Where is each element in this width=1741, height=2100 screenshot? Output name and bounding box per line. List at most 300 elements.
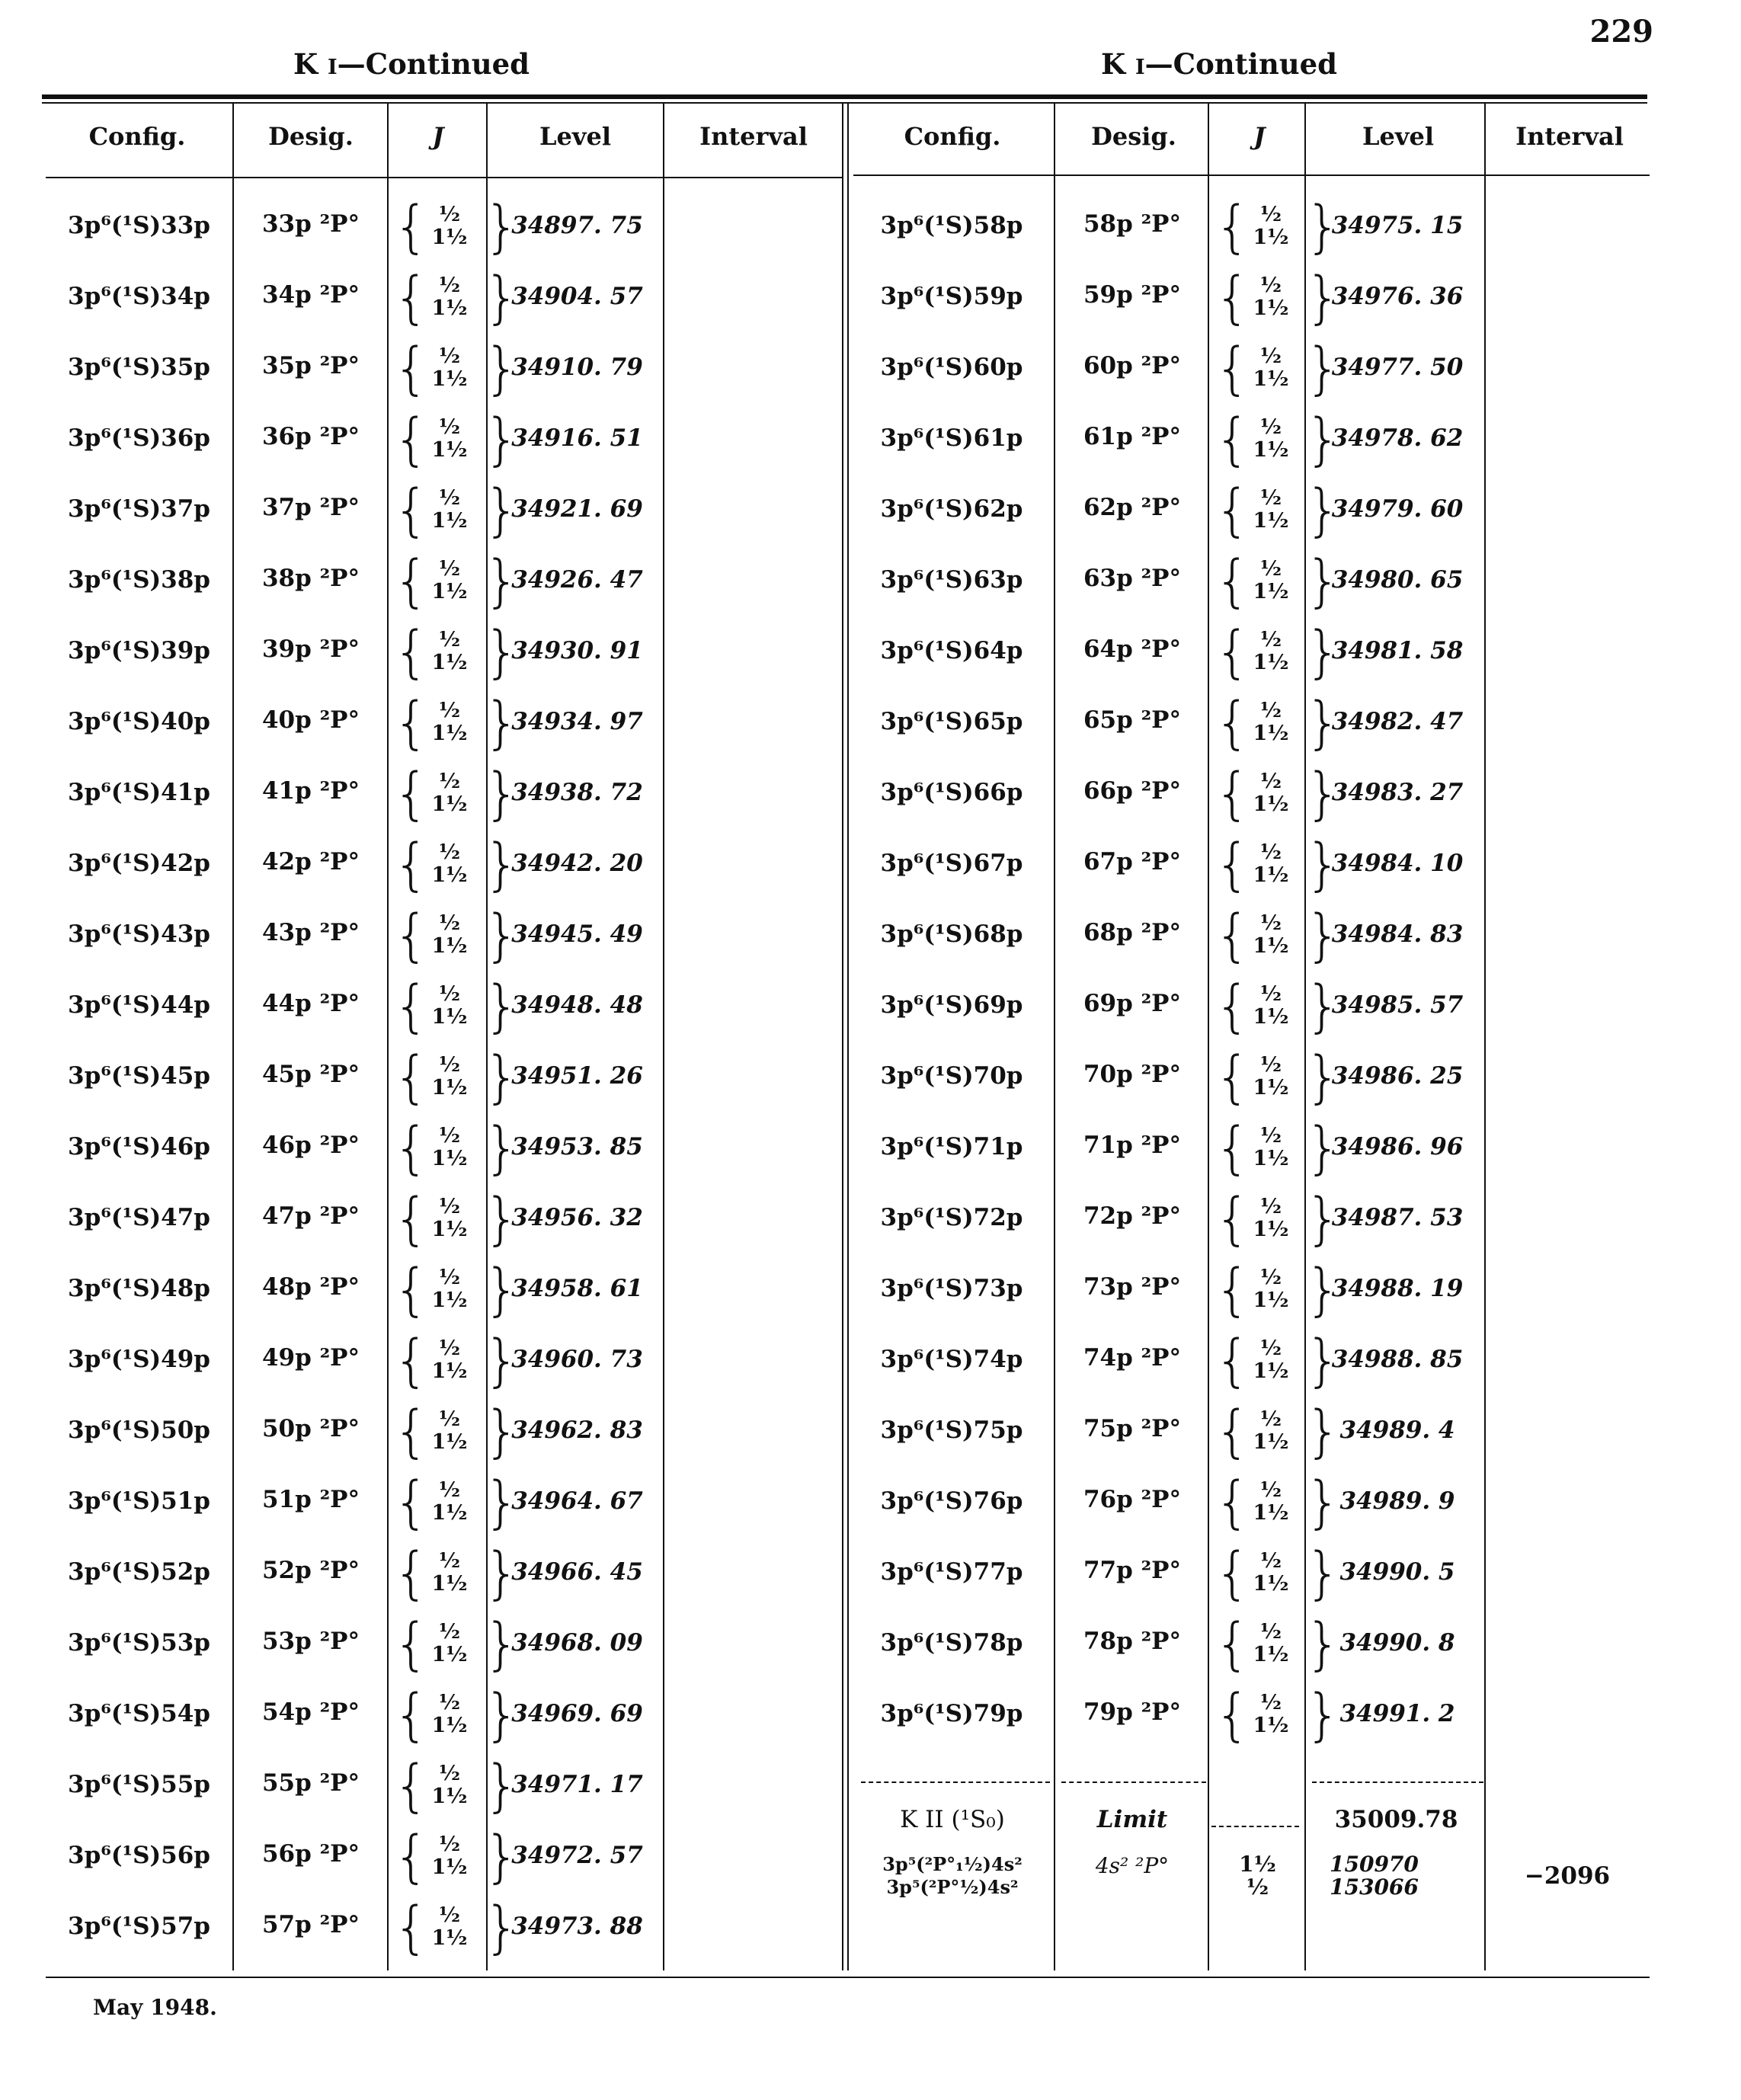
left-brace: { (1215, 761, 1251, 827)
level-cell: 34921. 69 (511, 495, 643, 523)
right-brace: } (484, 1257, 520, 1323)
j-values-cell (389, 1895, 520, 1961)
config-cell: 3p⁶(¹S)63p (880, 566, 1023, 594)
desig-cell: 52p ²P° (261, 1557, 360, 1584)
j-value-one-half: 1½ (1253, 934, 1289, 958)
desig-cell: 39p ²P° (261, 635, 360, 663)
right-brace: } (1305, 619, 1342, 685)
level-cell: 34968. 09 (511, 1629, 643, 1657)
extra-config-2: 3p⁵(²P°½)4s² (886, 1876, 1019, 1898)
limit-desig: Limit (1096, 1806, 1168, 1833)
level-cell: 34973. 88 (511, 1913, 643, 1940)
right-brace: } (1305, 1186, 1342, 1252)
header-desig-right: Desig. (1091, 122, 1176, 151)
header-j-left: J (432, 122, 444, 151)
j-value-half: ½ (438, 770, 461, 793)
j-value-half: ½ (438, 1620, 461, 1644)
j-values-cell (389, 1186, 520, 1252)
j-value-half: ½ (438, 1549, 461, 1573)
left-brace: { (1215, 1612, 1251, 1677)
j-value-half: ½ (1259, 911, 1282, 935)
j-value-one-half: 1½ (431, 1572, 468, 1596)
j-values-cell (1210, 974, 1342, 1039)
level-cell: 34930. 91 (511, 637, 643, 664)
limit-dash-config (861, 1781, 1050, 1783)
desig-cell: 62p ²P° (1083, 494, 1181, 521)
left-brace: { (393, 265, 430, 331)
j-value-one-half: 1½ (1253, 1714, 1289, 1737)
right-brace: } (484, 903, 520, 968)
config-cell: 3p⁶(¹S)53p (68, 1629, 210, 1657)
header-config-left: Config. (88, 122, 186, 151)
j-values-cell (389, 903, 520, 968)
level-cell: 34975. 15 (1331, 212, 1464, 239)
extra-j-2: ½ (1246, 1874, 1269, 1900)
right-brace: } (484, 1895, 520, 1961)
right-brace: } (1305, 478, 1342, 543)
desig-cell: 60p ²P° (1083, 352, 1181, 379)
j-value-one-half: 1½ (431, 580, 468, 603)
config-cell: 3p⁶(¹S)68p (880, 920, 1023, 948)
col-rule (663, 104, 664, 1970)
level-cell: 34934. 97 (511, 708, 643, 735)
desig-cell: 55p ²P° (261, 1769, 360, 1797)
config-cell: 3p⁶(¹S)59p (880, 283, 1023, 310)
desig-cell: 40p ²P° (261, 706, 360, 734)
left-brace: { (393, 336, 430, 402)
header-j-right: J (1253, 122, 1266, 151)
j-value-half: ½ (438, 557, 461, 581)
left-brace: { (1215, 1045, 1251, 1110)
right-brace: } (1305, 903, 1342, 968)
left-brace: { (1215, 549, 1251, 614)
j-values-cell (1210, 1541, 1342, 1606)
left-brace: { (393, 974, 430, 1039)
j-value-one-half: 1½ (431, 1855, 468, 1879)
left-brace: { (393, 478, 430, 543)
j-value-one-half: 1½ (1253, 651, 1289, 674)
j-value-half: ½ (1259, 415, 1282, 439)
j-value-one-half: 1½ (431, 1501, 468, 1525)
j-value-one-half: 1½ (1253, 509, 1289, 533)
config-cell: 3p⁶(¹S)75p (880, 1417, 1023, 1444)
header-interval-right: Interval (1515, 122, 1624, 151)
limit-dash-desig (1061, 1781, 1206, 1783)
level-cell: 34978. 62 (1331, 424, 1464, 452)
j-value-half: ½ (1259, 1266, 1282, 1289)
col-rule (1054, 104, 1055, 1970)
j-value-half: ½ (438, 628, 461, 651)
right-brace: } (484, 832, 520, 898)
j-value-half: ½ (1259, 770, 1282, 793)
j-value-one-half: 1½ (431, 296, 468, 320)
j-value-one-half: 1½ (1253, 438, 1289, 462)
level-cell: 34960. 73 (511, 1346, 643, 1373)
j-value-half: ½ (438, 1124, 461, 1148)
level-cell: 34988. 19 (1331, 1275, 1464, 1302)
right-brace: } (1305, 1612, 1342, 1677)
config-cell: 3p⁶(¹S)39p (68, 637, 210, 664)
right-brace: } (1305, 1116, 1342, 1181)
config-cell: 3p⁶(¹S)51p (68, 1487, 210, 1515)
right-brace: } (484, 619, 520, 685)
right-brace: } (484, 549, 520, 614)
j-value-one-half: 1½ (431, 722, 468, 745)
desig-cell: 46p ²P° (261, 1132, 360, 1159)
right-brace: } (484, 1045, 520, 1110)
j-value-half: ½ (1259, 1620, 1282, 1644)
config-cell: 3p⁶(¹S)56p (68, 1842, 210, 1869)
j-value-half: ½ (438, 415, 461, 439)
left-brace: { (1215, 194, 1251, 260)
desig-cell: 65p ²P° (1083, 706, 1181, 734)
limit-dash-j (1211, 1826, 1299, 1827)
level-cell: 34990. 5 (1339, 1558, 1455, 1586)
j-value-one-half: 1½ (431, 1359, 468, 1383)
left-brace: { (393, 1824, 430, 1890)
level-cell: 34982. 47 (1331, 708, 1464, 735)
j-value-one-half: 1½ (431, 438, 468, 462)
j-values-cell (389, 690, 520, 756)
right-brace: } (484, 1399, 520, 1465)
level-cell: 34976. 36 (1331, 283, 1464, 310)
j-value-half: ½ (1259, 840, 1282, 864)
extra-desig: 4s² ²P° (1095, 1853, 1170, 1878)
config-cell: 3p⁶(¹S)77p (880, 1558, 1023, 1586)
page-number: 229 (1589, 14, 1653, 50)
right-brace: } (484, 761, 520, 827)
level-cell: 34945. 49 (511, 920, 643, 948)
j-values-cell (389, 1257, 520, 1323)
right-brace: } (1305, 1470, 1342, 1535)
extra-j-1: 1½ (1239, 1852, 1276, 1877)
left-brace: { (393, 1682, 430, 1748)
j-value-half: ½ (1259, 486, 1282, 510)
config-cell: 3p⁶(¹S)70p (880, 1062, 1023, 1090)
j-values-cell (1210, 478, 1342, 543)
level-cell: 34989. 9 (1339, 1487, 1455, 1515)
right-brace: } (1305, 194, 1342, 260)
left-brace: { (1215, 336, 1251, 402)
desig-cell: 34p ²P° (261, 281, 360, 309)
left-brace: { (1215, 1470, 1251, 1535)
j-value-half: ½ (438, 1407, 461, 1431)
right-brace: } (1305, 1328, 1342, 1394)
right-brace: } (484, 1753, 520, 1819)
j-value-one-half: 1½ (431, 226, 468, 249)
j-value-one-half: 1½ (1253, 1572, 1289, 1596)
j-values-cell (389, 194, 520, 260)
right-brace: } (1305, 832, 1342, 898)
left-brace: { (1215, 1186, 1251, 1252)
j-value-half: ½ (1259, 1337, 1282, 1360)
j-values-cell (1210, 690, 1342, 756)
level-cell: 34986. 96 (1331, 1133, 1464, 1160)
j-values-cell (1210, 1682, 1342, 1748)
right-brace: } (484, 478, 520, 543)
j-value-one-half: 1½ (1253, 863, 1289, 887)
footer-date: May 1948. (93, 1995, 217, 2020)
j-value-one-half: 1½ (1253, 580, 1289, 603)
j-values-cell (389, 336, 520, 402)
config-cell: 3p⁶(¹S)37p (68, 495, 210, 523)
desig-cell: 79p ²P° (1083, 1698, 1181, 1726)
config-cell: 3p⁶(¹S)33p (68, 212, 210, 239)
j-value-half: ½ (438, 1266, 461, 1289)
level-cell: 34985. 57 (1331, 991, 1464, 1019)
j-value-one-half: 1½ (1253, 1643, 1289, 1666)
j-value-one-half: 1½ (1253, 226, 1289, 249)
desig-cell: 64p ²P° (1083, 635, 1181, 663)
level-cell: 34979. 60 (1331, 495, 1464, 523)
right-brace: } (1305, 1541, 1342, 1606)
config-cell: 3p⁶(¹S)62p (880, 495, 1023, 523)
j-value-half: ½ (438, 1053, 461, 1077)
left-brace: { (393, 1612, 430, 1677)
desig-cell: 67p ²P° (1083, 848, 1181, 876)
j-values-cell (389, 1612, 520, 1677)
level-cell: 34942. 20 (511, 850, 643, 877)
j-values-cell (389, 549, 520, 614)
level-cell: 34991. 2 (1339, 1700, 1455, 1727)
desig-cell: 66p ²P° (1083, 777, 1181, 805)
j-value-half: ½ (438, 1478, 461, 1502)
j-values-cell (1210, 1399, 1342, 1465)
left-brace: { (1215, 1257, 1251, 1323)
section-divider (842, 104, 843, 1970)
desig-cell: 74p ²P° (1083, 1344, 1181, 1372)
j-value-one-half: 1½ (431, 863, 468, 887)
level-cell: 34953. 85 (511, 1133, 643, 1160)
config-cell: 3p⁶(¹S)76p (880, 1487, 1023, 1515)
limit-config: K II (¹S₀) (900, 1806, 1005, 1833)
level-cell: 34910. 79 (511, 354, 643, 381)
j-value-half: ½ (1259, 1691, 1282, 1714)
desig-cell: 78p ²P° (1083, 1628, 1181, 1655)
left-brace: { (393, 549, 430, 614)
level-cell: 34981. 58 (1331, 637, 1464, 664)
left-brace: { (393, 1257, 430, 1323)
right-brace: } (484, 1116, 520, 1181)
desig-cell: 54p ²P° (261, 1698, 360, 1726)
j-values-cell (1210, 903, 1342, 968)
left-brace: { (1215, 974, 1251, 1039)
top-rule-thick (42, 94, 1647, 99)
config-cell: 3p⁶(¹S)42p (68, 850, 210, 877)
config-cell: 3p⁶(¹S)79p (880, 1700, 1023, 1727)
header-config-right: Config. (904, 122, 1001, 151)
right-brace: } (1305, 1257, 1342, 1323)
desig-cell: 50p ²P° (261, 1415, 360, 1442)
j-value-half: ½ (1259, 1124, 1282, 1148)
level-cell: 34958. 61 (511, 1275, 643, 1302)
header-level-right: Level (1362, 122, 1434, 151)
desig-cell: 48p ²P° (261, 1273, 360, 1301)
j-value-half: ½ (438, 1195, 461, 1218)
desig-cell: 59p ²P° (1083, 281, 1181, 309)
j-value-one-half: 1½ (1253, 1430, 1289, 1454)
j-value-one-half: 1½ (431, 651, 468, 674)
j-values-cell (389, 619, 520, 685)
extra-level-2: 153066 (1330, 1874, 1419, 1900)
j-values-cell (389, 1045, 520, 1110)
config-cell: 3p⁶(¹S)72p (880, 1204, 1023, 1231)
j-values-cell (1210, 1257, 1342, 1323)
left-brace: { (1215, 903, 1251, 968)
config-cell: 3p⁶(¹S)45p (68, 1062, 210, 1090)
j-values-cell (1210, 1186, 1342, 1252)
desig-cell: 69p ²P° (1083, 990, 1181, 1017)
col-rule (1208, 104, 1209, 1970)
right-brace: } (484, 407, 520, 472)
j-values-cell (389, 478, 520, 543)
left-brace: { (393, 407, 430, 472)
right-brace: } (484, 1824, 520, 1890)
left-brace: { (1215, 1116, 1251, 1181)
j-value-half: ½ (438, 840, 461, 864)
right-brace: } (484, 690, 520, 756)
j-value-half: ½ (438, 486, 461, 510)
config-cell: 3p⁶(¹S)36p (68, 424, 210, 452)
level-cell: 34972. 57 (511, 1842, 643, 1869)
j-value-half: ½ (1259, 557, 1282, 581)
j-value-half: ½ (438, 1691, 461, 1714)
j-value-one-half: 1½ (431, 1643, 468, 1666)
j-value-half: ½ (1259, 982, 1282, 1006)
header-rule-left (46, 177, 842, 178)
j-value-half: ½ (1259, 344, 1282, 368)
level-cell: 34980. 65 (1331, 566, 1464, 594)
j-values-cell (1210, 832, 1342, 898)
j-values-cell (389, 1682, 520, 1748)
desig-cell: 73p ²P° (1083, 1273, 1181, 1301)
left-brace: { (393, 1186, 430, 1252)
right-brace: } (484, 336, 520, 402)
j-value-half: ½ (1259, 1407, 1282, 1431)
j-value-half: ½ (1259, 274, 1282, 297)
config-cell: 3p⁶(¹S)49p (68, 1346, 210, 1373)
j-value-one-half: 1½ (431, 1147, 468, 1170)
config-cell: 3p⁶(¹S)41p (68, 779, 210, 806)
level-cell: 34964. 67 (511, 1487, 643, 1515)
j-values-cell (389, 761, 520, 827)
level-cell: 34977. 50 (1331, 354, 1464, 381)
left-brace: { (393, 1399, 430, 1465)
left-brace: { (1215, 407, 1251, 472)
level-cell: 34966. 45 (511, 1558, 643, 1586)
level-cell: 34969. 69 (511, 1700, 643, 1727)
left-brace: { (393, 194, 430, 260)
j-value-one-half: 1½ (431, 1288, 468, 1312)
right-brace: } (1305, 690, 1342, 756)
j-value-one-half: 1½ (431, 1430, 468, 1454)
desig-cell: 36p ²P° (261, 423, 360, 450)
level-cell: 34987. 53 (1331, 1204, 1464, 1231)
desig-cell: 58p ²P° (1083, 210, 1181, 238)
level-cell: 34948. 48 (511, 991, 643, 1019)
j-values-cell (389, 1116, 520, 1181)
left-brace: { (393, 832, 430, 898)
desig-cell: 77p ²P° (1083, 1557, 1181, 1584)
level-cell: 34984. 10 (1331, 850, 1464, 877)
config-cell: 3p⁶(¹S)48p (68, 1275, 210, 1302)
desig-cell: 56p ²P° (261, 1840, 360, 1868)
desig-cell: 75p ²P° (1083, 1415, 1181, 1442)
config-cell: 3p⁶(¹S)34p (68, 283, 210, 310)
j-value-half: ½ (438, 203, 461, 226)
j-values-cell (1210, 265, 1342, 331)
j-values-cell (1210, 407, 1342, 472)
j-value-half: ½ (438, 1337, 461, 1360)
header-rule-right (853, 174, 1650, 176)
desig-cell: 72p ²P° (1083, 1202, 1181, 1230)
config-cell: 3p⁶(¹S)61p (880, 424, 1023, 452)
left-brace: { (1215, 1541, 1251, 1606)
config-cell: 3p⁶(¹S)69p (880, 991, 1023, 1019)
j-values-cell (389, 1470, 520, 1535)
j-value-half: ½ (438, 344, 461, 368)
j-values-cell (1210, 761, 1342, 827)
j-value-one-half: 1½ (431, 1714, 468, 1737)
desig-cell: 41p ²P° (261, 777, 360, 805)
right-brace: } (1305, 1682, 1342, 1748)
config-cell: 3p⁶(¹S)35p (68, 354, 210, 381)
extra-config-1: 3p⁵(²P°₁½)4s² (882, 1853, 1023, 1875)
j-values-cell (389, 1824, 520, 1890)
desig-cell: 45p ²P° (261, 1061, 360, 1088)
j-values-cell (389, 832, 520, 898)
right-brace: } (484, 1328, 520, 1394)
right-brace: } (484, 1470, 520, 1535)
j-value-one-half: 1½ (431, 934, 468, 958)
j-value-one-half: 1½ (431, 367, 468, 391)
level-cell: 34984. 83 (1331, 920, 1464, 948)
j-value-one-half: 1½ (431, 1926, 468, 1950)
config-cell: 3p⁶(¹S)43p (68, 920, 210, 948)
desig-cell: 38p ²P° (261, 565, 360, 592)
j-value-one-half: 1½ (1253, 367, 1289, 391)
desig-cell: 57p ²P° (261, 1911, 360, 1938)
level-cell: 34956. 32 (511, 1204, 643, 1231)
level-cell: 34938. 72 (511, 779, 643, 806)
left-brace: { (393, 1470, 430, 1535)
right-brace: } (484, 1682, 520, 1748)
j-value-half: ½ (1259, 203, 1282, 226)
right-brace: } (1305, 1399, 1342, 1465)
j-value-half: ½ (1259, 1478, 1282, 1502)
desig-cell: 61p ²P° (1083, 423, 1181, 450)
j-value-half: ½ (438, 1762, 461, 1785)
desig-cell: 49p ²P° (261, 1344, 360, 1372)
config-cell: 3p⁶(¹S)57p (68, 1913, 210, 1940)
j-value-half: ½ (1259, 1549, 1282, 1573)
left-brace: { (393, 619, 430, 685)
config-cell: 3p⁶(¹S)71p (880, 1133, 1023, 1160)
j-value-one-half: 1½ (1253, 1076, 1289, 1100)
j-value-one-half: 1½ (1253, 1359, 1289, 1383)
j-values-cell (1210, 1612, 1342, 1677)
j-value-one-half: 1½ (431, 1785, 468, 1808)
desig-cell: 76p ²P° (1083, 1486, 1181, 1513)
j-value-half: ½ (1259, 699, 1282, 722)
right-brace: } (484, 974, 520, 1039)
extra-level-1: 150970 (1330, 1852, 1419, 1877)
j-value-one-half: 1½ (1253, 1288, 1289, 1312)
left-brace: { (393, 903, 430, 968)
config-cell: 3p⁶(¹S)40p (68, 708, 210, 735)
j-value-one-half: 1½ (431, 509, 468, 533)
desig-cell: 42p ²P° (261, 848, 360, 876)
